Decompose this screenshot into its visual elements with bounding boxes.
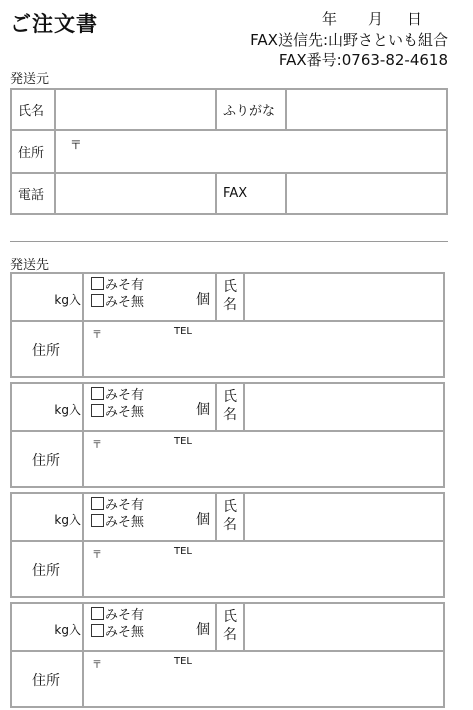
destination-block [10, 382, 445, 488]
destination-address-label: 住所 [32, 453, 60, 469]
date-month-label: 月 [368, 10, 384, 28]
date-year-label: 年 [322, 10, 338, 28]
miso-no-option[interactable] [91, 514, 144, 531]
pieces-label: 個 [196, 622, 210, 638]
destination-address-label: 住所 [32, 343, 60, 359]
name-label: 氏名 [11, 89, 55, 130]
tel-label: TEL [174, 656, 192, 667]
column-divider [243, 274, 245, 322]
checkbox-icon[interactable] [91, 404, 104, 417]
miso-yes-option[interactable] [91, 497, 144, 514]
name-char-2: 名 [223, 517, 237, 533]
fax-label: FAX [216, 173, 286, 214]
column-divider [243, 494, 245, 542]
kg-unit-label: kg入 [54, 513, 81, 527]
furigana-label: ふりがな [216, 89, 286, 130]
miso-yes-option[interactable] [91, 607, 144, 624]
address-label: 住所 [11, 130, 55, 173]
recipient-name-label [222, 388, 238, 424]
postal-mark: 〒 [92, 550, 102, 561]
column-divider [243, 604, 245, 652]
fax-recipient: FAX送信先:山野さといも組合 [250, 31, 448, 49]
pieces-label: 個 [196, 402, 210, 418]
checkbox-icon[interactable] [91, 497, 104, 510]
miso-yes-label: みそ有 [105, 608, 145, 623]
column-divider [215, 604, 217, 652]
fax-field[interactable] [286, 173, 447, 214]
pieces-label: 個 [196, 292, 210, 308]
column-divider [82, 604, 84, 706]
recipient-name-label [222, 498, 238, 534]
column-divider [82, 384, 84, 486]
pieces-label: 個 [196, 512, 210, 528]
miso-no-label: みそ無 [105, 625, 145, 640]
miso-no-option[interactable] [91, 624, 144, 641]
checkbox-icon[interactable] [91, 387, 104, 400]
fax-number: FAX番号:0763-82-4618 [278, 51, 448, 69]
miso-yes-label: みそ有 [105, 278, 145, 293]
address-field[interactable] [55, 130, 447, 173]
destination-section-label: 発送先 [10, 258, 50, 273]
name-char-1: 氏 [223, 499, 237, 515]
section-divider [10, 241, 448, 242]
miso-no-option[interactable] [91, 404, 144, 421]
name-char-1: 氏 [223, 279, 237, 295]
column-divider [82, 494, 84, 596]
tel-label: TEL [174, 546, 192, 557]
miso-yes-label: みそ有 [105, 388, 145, 403]
name-char-1: 氏 [223, 389, 237, 405]
tel-label: TEL [174, 436, 192, 447]
column-divider [82, 274, 84, 376]
furigana-field[interactable] [286, 89, 447, 130]
name-field[interactable] [55, 89, 216, 130]
miso-no-label: みそ無 [105, 405, 145, 420]
destination-block [10, 602, 445, 708]
checkbox-icon[interactable] [91, 294, 104, 307]
column-divider [215, 274, 217, 322]
column-divider [215, 384, 217, 432]
miso-no-label: みそ無 [105, 295, 145, 310]
destination-address-label: 住所 [32, 563, 60, 579]
date-day-label: 日 [407, 10, 423, 28]
recipient-name-label [222, 278, 238, 314]
checkbox-icon[interactable] [91, 514, 104, 527]
phone-label: 電話 [11, 173, 55, 214]
destination-block [10, 492, 445, 598]
miso-no-option[interactable] [91, 294, 144, 311]
postal-mark: 〒 [92, 660, 102, 671]
name-char-2: 名 [223, 627, 237, 643]
sender-section-label: 発送元 [10, 72, 50, 87]
checkbox-icon[interactable] [91, 624, 104, 637]
name-char-2: 名 [223, 407, 237, 423]
column-divider [243, 384, 245, 432]
destination-block [10, 272, 445, 378]
tel-label: TEL [174, 326, 192, 337]
destination-address-label: 住所 [32, 673, 60, 689]
phone-field[interactable] [55, 173, 216, 214]
checkbox-icon[interactable] [91, 607, 104, 620]
name-char-2: 名 [223, 297, 237, 313]
kg-unit-label: kg入 [54, 623, 81, 637]
name-char-1: 氏 [223, 609, 237, 625]
postal-mark: 〒 [92, 440, 102, 451]
miso-yes-option[interactable] [91, 277, 144, 294]
recipient-name-label [222, 608, 238, 644]
postal-mark: 〒 [69, 138, 82, 152]
kg-unit-label: kg入 [54, 293, 81, 307]
document-title: ご注文書 [10, 12, 98, 36]
miso-yes-label: みそ有 [105, 498, 145, 513]
postal-mark: 〒 [92, 330, 102, 341]
kg-unit-label: kg入 [54, 403, 81, 417]
sender-table [10, 88, 448, 215]
miso-no-label: みそ無 [105, 515, 145, 530]
miso-yes-option[interactable] [91, 387, 144, 404]
checkbox-icon[interactable] [91, 277, 104, 290]
column-divider [215, 494, 217, 542]
